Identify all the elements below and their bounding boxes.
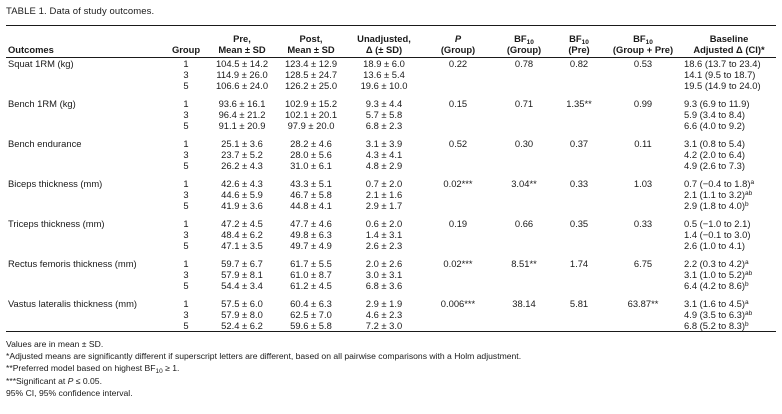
cell-group: 1 xyxy=(183,258,189,269)
cell-unadjusted: 2.9 ± 1.9 xyxy=(365,298,403,309)
cell-bf-group xyxy=(494,309,554,320)
cell-outcome: Biceps thickness (mm) xyxy=(8,178,103,189)
cell-outcome xyxy=(6,280,164,291)
cell-outcome xyxy=(6,109,164,120)
cell-adjusted: 5.9 (3.4 to 8.4) xyxy=(684,109,745,120)
cell-group: 5 xyxy=(183,120,189,131)
cell-bf-group xyxy=(494,280,554,291)
table-row xyxy=(6,211,776,229)
cell-unadjusted: 2.6 ± 2.3 xyxy=(365,240,403,251)
cell-post: 123.4 ± 12.9 xyxy=(284,58,338,69)
footnote-ci: 95% CI, 95% confidence interval. xyxy=(6,387,133,398)
cell-bf-pre xyxy=(554,280,604,291)
cell-group: 1 xyxy=(183,58,189,69)
cell-bf-group-pre xyxy=(604,109,682,120)
cell-adjusted: 1.4 (−0.1 to 3.0) xyxy=(684,229,751,240)
cell-p: 0.02*** xyxy=(443,178,473,189)
cell-bf-group-pre: 6.75 xyxy=(633,258,653,269)
table-row xyxy=(6,240,776,251)
header-baseline-adjusted: Baseline Adjusted Δ (CI)* xyxy=(693,33,765,55)
cell-post: 61.0 ± 8.7 xyxy=(290,269,332,280)
cell-bf-group-pre xyxy=(604,160,682,171)
cell-p xyxy=(422,280,494,291)
cell-p xyxy=(422,80,494,91)
cell-bf-pre xyxy=(554,80,604,91)
cell-pre: 54.4 ± 3.4 xyxy=(221,280,263,291)
cell-p xyxy=(422,69,494,80)
cell-bf-group xyxy=(494,109,554,120)
cell-bf-group-pre xyxy=(604,229,682,240)
cell-unadjusted: 3.1 ± 3.9 xyxy=(365,138,403,149)
cell-outcome xyxy=(6,320,164,331)
significance-mark: ** xyxy=(651,298,659,309)
footnote-adjusted: *Adjusted means are significantly different if superscript letters are different, based on all pairwise comparisons with a Holm adjustment. xyxy=(6,351,522,362)
cell-bf-group-pre: 63.87** xyxy=(627,298,659,309)
cell-p xyxy=(422,149,494,160)
cell-pre: 91.1 ± 20.9 xyxy=(218,120,266,131)
cell-bf-group xyxy=(494,189,554,200)
table-row xyxy=(6,160,776,171)
cell-post: 126.2 ± 25.0 xyxy=(284,80,338,91)
cell-post: 49.8 ± 6.3 xyxy=(290,229,332,240)
cell-adjusted: 14.1 (9.5 to 18.7) xyxy=(684,69,756,80)
table-row xyxy=(6,120,776,131)
cell-post: 128.5 ± 24.7 xyxy=(284,69,338,80)
table-row xyxy=(6,131,776,149)
cell-bf-pre xyxy=(554,120,604,131)
cell-p xyxy=(422,269,494,280)
cell-outcome xyxy=(6,240,164,251)
cell-p: 0.15 xyxy=(448,98,468,109)
cell-bf-pre xyxy=(554,189,604,200)
cell-unadjusted: 2.9 ± 1.7 xyxy=(365,200,403,211)
cell-post: 60.4 ± 6.3 xyxy=(290,298,332,309)
cell-adjusted: 3.1 (1.6 to 4.5)$^a$ xyxy=(684,298,749,309)
cell-adjusted: 6.4 (4.2 to 8.6)$^b$ xyxy=(684,280,749,291)
cell-bf-group-pre xyxy=(604,240,682,251)
cell-pre: 44.6 ± 5.9 xyxy=(221,189,263,200)
cell-p xyxy=(422,229,494,240)
cell-bf-group-pre xyxy=(604,120,682,131)
significance-mark: ** xyxy=(584,98,592,109)
cell-post: 44.8 ± 4.1 xyxy=(290,200,332,211)
cell-group: 1 xyxy=(183,178,189,189)
cell-group: 3 xyxy=(183,109,189,120)
cell-bf-group-pre xyxy=(604,80,682,91)
cell-p: 0.02*** xyxy=(443,258,473,269)
table-row xyxy=(6,171,776,189)
header-row xyxy=(6,27,776,58)
cell-bf-group: 0.66 xyxy=(514,218,534,229)
cell-post: 62.5 ± 7.0 xyxy=(290,309,332,320)
cell-unadjusted: 6.8 ± 3.6 xyxy=(365,280,403,291)
cell-pre: 26.2 ± 4.3 xyxy=(221,160,263,171)
table-row xyxy=(6,229,776,240)
table-caption xyxy=(6,6,154,17)
cell-pre: 23.7 ± 5.2 xyxy=(221,149,263,160)
cell-group: 5 xyxy=(183,200,189,211)
cell-group: 1 xyxy=(183,298,189,309)
cell-bf-group: 0.30 xyxy=(514,138,534,149)
cell-adjusted: 19.5 (14.9 to 24.0) xyxy=(684,80,761,91)
superscript-letter: ab xyxy=(744,310,753,317)
cell-unadjusted: 1.4 ± 3.1 xyxy=(365,229,403,240)
cell-outcome: Vastus lateralis thickness (mm) xyxy=(8,298,138,309)
cell-post: 59.6 ± 5.8 xyxy=(290,320,332,331)
header-unadjusted: Unadjusted, Δ (± SD) xyxy=(357,33,411,55)
cell-bf-group: 38.14 xyxy=(512,298,536,309)
superscript-letter: a xyxy=(750,179,755,186)
header-group: Group xyxy=(171,44,201,55)
cell-p xyxy=(422,109,494,120)
cell-bf-pre: 1.74 xyxy=(569,258,589,269)
cell-pre: 47.2 ± 4.5 xyxy=(221,218,263,229)
cell-adjusted: 2.1 (1.1 to 3.2)$^{ab}$ xyxy=(684,189,753,200)
cell-pre: 48.4 ± 6.2 xyxy=(221,229,263,240)
cell-unadjusted: 2.1 ± 1.6 xyxy=(365,189,403,200)
cell-p xyxy=(422,309,494,320)
cell-bf-pre xyxy=(554,240,604,251)
cell-bf-group: 0.71 xyxy=(514,98,534,109)
significance-mark: *** xyxy=(461,178,473,189)
cell-unadjusted: 2.0 ± 2.6 xyxy=(365,258,403,269)
cell-bf-group xyxy=(494,320,554,331)
cell-group: 3 xyxy=(183,189,189,200)
cell-adjusted: 4.9 (3.5 to 6.3)$^{ab}$ xyxy=(684,309,753,320)
cell-bf-pre xyxy=(554,309,604,320)
cell-outcome xyxy=(6,69,164,80)
cell-group: 5 xyxy=(183,240,189,251)
cell-adjusted: 9.3 (6.9 to 11.9) xyxy=(684,98,750,109)
table-row xyxy=(6,80,776,91)
cell-adjusted: 0.7 (−0.4 to 1.8)$^a$ xyxy=(684,178,755,189)
table-row xyxy=(6,69,776,80)
cell-bf-group-pre: 1.03 xyxy=(633,178,653,189)
cell-post: 28.2 ± 4.6 xyxy=(290,138,332,149)
cell-bf-group xyxy=(494,160,554,171)
cell-group: 3 xyxy=(183,229,189,240)
cell-outcome xyxy=(6,160,164,171)
table-row xyxy=(6,200,776,211)
cell-bf-group xyxy=(494,149,554,160)
cell-outcome: Squat 1RM (kg) xyxy=(8,58,74,69)
cell-post: 47.7 ± 4.6 xyxy=(290,218,332,229)
cell-group: 1 xyxy=(183,98,189,109)
table-row xyxy=(6,320,776,331)
cell-adjusted: 2.2 (0.3 to 4.2)$^a$ xyxy=(684,258,749,269)
cell-pre: 57.9 ± 8.1 xyxy=(221,269,263,280)
cell-unadjusted: 19.6 ± 10.0 xyxy=(360,80,408,91)
table-row xyxy=(6,149,776,160)
cell-p xyxy=(422,240,494,251)
table-caption-label: TABLE 1. xyxy=(6,6,47,17)
table-caption-text: Data of study outcomes. xyxy=(49,6,155,17)
cell-pre: 93.6 ± 16.1 xyxy=(218,98,266,109)
cell-p xyxy=(422,120,494,131)
table-row xyxy=(6,58,776,69)
cell-outcome xyxy=(6,120,164,131)
cell-outcome xyxy=(6,189,164,200)
footnote-values: Values are in mean ± SD. xyxy=(6,339,104,349)
cell-pre: 57.9 ± 8.0 xyxy=(221,309,263,320)
significance-mark: ** xyxy=(529,258,537,269)
table-row xyxy=(6,291,776,309)
cell-pre: 104.5 ± 14.2 xyxy=(215,58,269,69)
outcomes-table xyxy=(6,27,776,331)
table-row xyxy=(6,269,776,280)
cell-pre: 96.4 ± 21.2 xyxy=(218,109,266,120)
cell-bf-pre xyxy=(554,320,604,331)
table-body xyxy=(6,58,776,331)
cell-adjusted: 2.9 (1.8 to 4.0)$^b$ xyxy=(684,200,749,211)
cell-bf-group-pre xyxy=(604,189,682,200)
cell-pre: 52.4 ± 6.2 xyxy=(221,320,263,331)
significance-mark: ** xyxy=(529,178,537,189)
cell-bf-pre: 0.37 xyxy=(569,138,589,149)
cell-adjusted: 0.5 (−1.0 to 2.1) xyxy=(684,218,751,229)
cell-unadjusted: 18.9 ± 6.0 xyxy=(363,58,405,69)
cell-bf-pre xyxy=(554,69,604,80)
cell-unadjusted: 7.2 ± 3.0 xyxy=(365,320,403,331)
footnote-preferred: **Preferred model based on highest $BF_{10} \ge 1$. xyxy=(6,363,180,376)
cell-group: 1 xyxy=(183,218,189,229)
bottom-rule xyxy=(6,331,776,332)
cell-bf-pre: 0.35 xyxy=(569,218,589,229)
cell-post: 46.7 ± 5.8 xyxy=(290,189,332,200)
cell-group: 3 xyxy=(183,69,189,80)
cell-unadjusted: 4.6 ± 2.3 xyxy=(365,309,403,320)
cell-post: 43.3 ± 5.1 xyxy=(290,178,332,189)
cell-unadjusted: 3.0 ± 3.1 xyxy=(365,269,403,280)
cell-p: 0.19 xyxy=(448,218,468,229)
cell-p: 0.22 xyxy=(448,58,468,69)
cell-bf-group-pre xyxy=(604,149,682,160)
cell-adjusted: 6.8 (5.2 to 8.3)$^b$ xyxy=(684,320,749,331)
superscript-letter: ab xyxy=(744,270,753,277)
cell-p xyxy=(422,189,494,200)
cell-unadjusted: 13.6 ± 5.4 xyxy=(363,69,405,80)
cell-unadjusted: 0.7 ± 2.0 xyxy=(365,178,403,189)
cell-bf-group xyxy=(494,120,554,131)
header-bf-pre: $BF_{10}$ (Pre) xyxy=(568,33,590,55)
cell-bf-group-pre: 0.53 xyxy=(633,58,653,69)
superscript-letter: b xyxy=(744,201,749,208)
cell-p: 0.52 xyxy=(448,138,468,149)
header-p: P (Group) xyxy=(440,33,476,55)
cell-outcome xyxy=(6,80,164,91)
cell-bf-group xyxy=(494,200,554,211)
cell-adjusted: 4.9 (2.6 to 7.3) xyxy=(684,160,745,171)
cell-outcome: Bench 1RM (kg) xyxy=(8,98,76,109)
cell-unadjusted: 5.7 ± 5.8 xyxy=(365,109,403,120)
cell-bf-pre: 5.81 xyxy=(569,298,589,309)
cell-post: 61.7 ± 5.5 xyxy=(290,258,332,269)
significance-mark: *** xyxy=(464,298,476,309)
cell-group: 1 xyxy=(183,138,189,149)
cell-bf-pre xyxy=(554,149,604,160)
cell-adjusted: 6.6 (4.0 to 9.2) xyxy=(684,120,745,131)
cell-unadjusted: 6.8 ± 2.3 xyxy=(365,120,403,131)
cell-bf-pre xyxy=(554,109,604,120)
cell-bf-group-pre xyxy=(604,69,682,80)
cell-post: 97.9 ± 20.0 xyxy=(287,120,335,131)
cell-outcome xyxy=(6,309,164,320)
cell-bf-group: 3.04** xyxy=(511,178,537,189)
cell-p xyxy=(422,200,494,211)
cell-unadjusted: 0.6 ± 2.0 xyxy=(365,218,403,229)
cell-bf-group xyxy=(494,240,554,251)
cell-post: 49.7 ± 4.9 xyxy=(290,240,332,251)
cell-group: 5 xyxy=(183,160,189,171)
superscript-letter: ab xyxy=(744,190,753,197)
cell-pre: 57.5 ± 6.0 xyxy=(221,298,263,309)
cell-p xyxy=(422,320,494,331)
cell-bf-pre xyxy=(554,160,604,171)
table-row xyxy=(6,91,776,109)
cell-bf-group-pre xyxy=(604,269,682,280)
cell-bf-group-pre: 0.33 xyxy=(633,218,653,229)
significance-mark: *** xyxy=(461,258,473,269)
header-post: Post, Mean ± SD xyxy=(287,33,335,55)
cell-adjusted: 3.1 (1.0 to 5.2)$^{ab}$ xyxy=(684,269,753,280)
cell-outcome xyxy=(6,149,164,160)
cell-adjusted: 4.2 (2.0 to 6.4) xyxy=(684,149,745,160)
cell-outcome: Bench endurance xyxy=(8,138,82,149)
cell-post: 31.0 ± 6.1 xyxy=(290,160,332,171)
header-bf-group: $BF_{10}$ (Group) xyxy=(506,33,542,55)
cell-outcome xyxy=(6,269,164,280)
cell-group: 3 xyxy=(183,269,189,280)
table-row xyxy=(6,109,776,120)
cell-adjusted: 18.6 (13.7 to 23.4) xyxy=(684,58,761,69)
cell-unadjusted: 4.8 ± 2.9 xyxy=(365,160,403,171)
cell-bf-group xyxy=(494,69,554,80)
cell-p xyxy=(422,160,494,171)
cell-group: 5 xyxy=(183,320,189,331)
cell-post: 61.2 ± 4.5 xyxy=(290,280,332,291)
cell-post: 102.1 ± 20.1 xyxy=(284,109,338,120)
superscript-letter: a xyxy=(744,299,749,306)
cell-adjusted: 2.6 (1.0 to 4.1) xyxy=(684,240,745,251)
cell-group: 3 xyxy=(183,309,189,320)
cell-bf-group-pre xyxy=(604,200,682,211)
table-row xyxy=(6,189,776,200)
cell-bf-group-pre: 0.99 xyxy=(633,98,653,109)
cell-post: 102.9 ± 15.2 xyxy=(284,98,338,109)
cell-bf-pre: 0.33 xyxy=(569,178,589,189)
cell-group: 3 xyxy=(183,149,189,160)
cell-group: 5 xyxy=(183,80,189,91)
cell-bf-group: 0.78 xyxy=(514,58,534,69)
superscript-letter: a xyxy=(744,259,749,266)
cell-unadjusted: 9.3 ± 4.4 xyxy=(365,98,403,109)
cell-pre: 42.6 ± 4.3 xyxy=(221,178,263,189)
header-bf-group-pre: $BF_{10}$ (Group + Pre) xyxy=(612,33,674,55)
cell-bf-group-pre xyxy=(604,320,682,331)
cell-bf-group xyxy=(494,269,554,280)
cell-outcome xyxy=(6,229,164,240)
cell-bf-group: 8.51** xyxy=(511,258,537,269)
cell-outcome: Triceps thickness (mm) xyxy=(8,218,105,229)
cell-group: 5 xyxy=(183,280,189,291)
cell-bf-group-pre: 0.11 xyxy=(634,138,652,149)
cell-bf-pre: 1.35** xyxy=(566,98,592,109)
cell-adjusted: 3.1 (0.8 to 5.4) xyxy=(684,138,745,149)
cell-bf-pre xyxy=(554,229,604,240)
cell-bf-group-pre xyxy=(604,280,682,291)
cell-p: 0.006*** xyxy=(440,298,476,309)
cell-pre: 47.1 ± 3.5 xyxy=(221,240,263,251)
header-outcomes: Outcomes xyxy=(8,44,54,55)
footnote-significant: ***Significant at P ≤ 0.05. xyxy=(6,375,102,386)
cell-outcome: Rectus femoris thickness (mm) xyxy=(8,258,137,269)
cell-pre: 41.9 ± 3.6 xyxy=(221,200,263,211)
cell-pre: 106.6 ± 24.0 xyxy=(215,80,269,91)
table-row xyxy=(6,309,776,320)
header-pre: Pre, Mean ± SD xyxy=(218,33,266,55)
cell-bf-group xyxy=(494,80,554,91)
table-row xyxy=(6,251,776,269)
cell-bf-group-pre xyxy=(604,309,682,320)
cell-post: 28.0 ± 5.6 xyxy=(290,149,332,160)
cell-bf-group xyxy=(494,229,554,240)
cell-bf-pre xyxy=(554,200,604,211)
table-footnotes xyxy=(6,338,521,399)
cell-outcome xyxy=(6,200,164,211)
cell-unadjusted: 4.3 ± 4.1 xyxy=(365,149,403,160)
cell-pre: 59.7 ± 6.7 xyxy=(221,258,263,269)
cell-bf-pre: 0.82 xyxy=(569,58,589,69)
cell-bf-pre xyxy=(554,269,604,280)
table-row xyxy=(6,280,776,291)
cell-pre: 114.9 ± 26.0 xyxy=(216,69,268,80)
superscript-letter: b xyxy=(744,281,749,288)
cell-pre: 25.1 ± 3.6 xyxy=(221,138,263,149)
superscript-letter: b xyxy=(744,321,749,328)
